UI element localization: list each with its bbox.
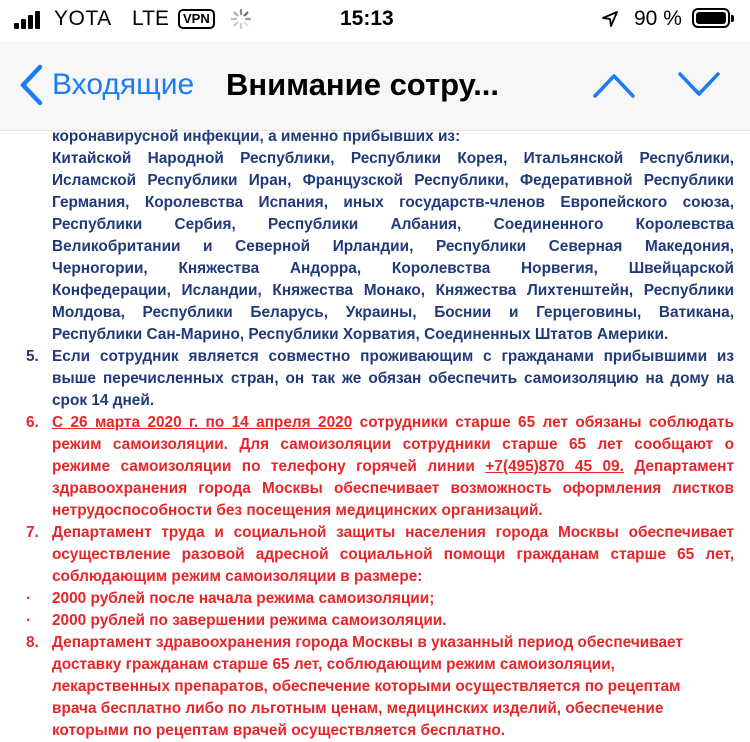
list-item-start <box>0 610 750 632</box>
text-line <box>0 698 750 720</box>
line-text: Китайской Народной Республики, Республики Корея, Итальянской Республики, <box>52 150 734 167</box>
text-line <box>0 324 750 346</box>
battery-icon <box>692 8 730 28</box>
activity-spinner-icon <box>230 8 252 30</box>
text-line <box>0 126 750 148</box>
text-line <box>0 456 750 478</box>
line-text: лекарственных препаратов, обеспечение которыми осуществляется по рецептам <box>52 678 681 695</box>
line-text: 2000 рублей по завершении режима самоизоляции. <box>52 612 447 629</box>
navigation-bar <box>0 42 750 131</box>
text-line <box>0 500 750 522</box>
line-text: Великобритании и Северной Ирландии, Республики Северная Македония, <box>52 238 734 255</box>
network-type: LTE <box>132 7 169 30</box>
list-number: 7. <box>26 524 39 541</box>
text-line <box>0 236 750 258</box>
text-line <box>0 280 750 302</box>
line-text: нетрудоспособности без посещения медицинских организаций. <box>52 502 543 519</box>
text-line <box>0 720 750 742</box>
line-text: здравоохранения города Москвы обеспечивает возможность оформления листков <box>52 480 734 497</box>
list-number: 5. <box>26 348 39 365</box>
line-text: режиме самоизоляции по телефону горячей линии +7(495)870 45 09. Департамент <box>52 458 734 475</box>
chevron-up-icon[interactable] <box>592 70 636 100</box>
line-text: Германия, Королевства Испания, иных государств-членов Европейского союза, <box>52 194 734 211</box>
text-line <box>0 192 750 214</box>
line-text: Конфедерации, Исландии, Княжества Монако, Княжества Лихтенштейн, Республики <box>52 282 734 299</box>
chevron-left-icon[interactable] <box>18 64 44 106</box>
line-text: срок 14 дней. <box>52 392 155 409</box>
list-number: 8. <box>26 634 39 651</box>
text-line <box>0 170 750 192</box>
bullet: · <box>26 590 32 607</box>
status-bar <box>0 0 750 42</box>
text-line <box>0 214 750 236</box>
message-body[interactable] <box>0 128 750 739</box>
line-text: врача бесплатно либо по льготным ценам, медицинских изделий, обеспечение <box>52 700 664 717</box>
line-text: Республики Сан-Марино, Республики Хорватия, Соединенных Штатов Америки. <box>52 326 669 343</box>
list-item-start <box>0 588 750 610</box>
list-item-start <box>0 412 750 434</box>
list-item-start <box>0 522 750 544</box>
carrier-name: YOTA <box>54 7 112 30</box>
line-text: которыми по рецептам врачей осуществляется бесплатно. <box>52 722 506 739</box>
chevron-down-icon[interactable] <box>677 70 721 100</box>
bullet: · <box>26 612 32 629</box>
text-line <box>0 368 750 390</box>
line-text: Республики Сербия, Республики Албания, Соединенного Королевства <box>52 216 734 233</box>
text-line <box>0 434 750 456</box>
text-line <box>0 148 750 170</box>
battery-percentage: 90 % <box>634 7 682 30</box>
vpn-badge: VPN <box>178 9 215 29</box>
line-text: осуществление разовой адресной социальной помощи гражданам старше 65 лет, <box>52 546 734 563</box>
text-line <box>0 302 750 324</box>
phone-link[interactable]: +7(495)870 45 09. <box>485 458 624 475</box>
list-item-start <box>0 346 750 368</box>
line-text: С 26 марта 2020 г. по 14 апреля 2020 сотрудники старше 65 лет обязаны соблюдать <box>52 414 734 431</box>
line-text: Департамент труда и социальной защиты населения города Москвы обеспечивает <box>52 524 734 541</box>
line-text: 2000 рублей после начала режима самоизоляции; <box>52 590 435 607</box>
back-button[interactable]: Входящие <box>52 68 195 101</box>
text-line <box>0 654 750 676</box>
line-text: выше перечисленных стран, он так же обязан обеспечить самоизоляцию на дому на <box>52 370 734 387</box>
line-text: соблюдающим режим самоизоляции в размере: <box>52 568 423 585</box>
line-text: Черногории, Княжества Андорра, Королевства Норвегия, Швейцарской <box>52 260 734 277</box>
line-text: Исламской Республики Иран, Французской Республики, Федеративной Республики <box>52 172 734 189</box>
text-line <box>0 258 750 280</box>
line-text: режим самоизоляции. Для самоизоляции сотрудники старше 65 лет сообщают о <box>52 436 734 453</box>
line-text: Молдова, Республики Беларусь, Украины, Боснии и Герцеговины, Ватикана, <box>52 304 734 321</box>
text-line <box>0 544 750 566</box>
line-text: Департамент здравоохранения города Москвы в указанный период обеспечивает <box>52 634 683 651</box>
text-line <box>0 566 750 588</box>
location-arrow-icon <box>601 10 619 28</box>
text-line <box>0 478 750 500</box>
list-number: 6. <box>26 414 39 431</box>
list-item-start <box>0 632 750 654</box>
text-line <box>0 390 750 412</box>
line-text: доставку гражданам старше 65 лет, соблюдающим режим самоизоляции, <box>52 656 615 673</box>
line-text: коронавирусной инфекции, а именно прибывших из: <box>52 128 461 145</box>
text-line <box>0 676 750 698</box>
date-range-link[interactable]: С 26 марта 2020 г. по 14 апреля 2020 <box>52 414 353 431</box>
signal-strength-icon <box>14 9 48 29</box>
clock: 15:13 <box>340 7 394 30</box>
line-text: Если сотрудник является совместно проживающим с гражданами прибывшими из <box>52 348 734 365</box>
message-title: Внимание сотру... <box>226 67 500 102</box>
